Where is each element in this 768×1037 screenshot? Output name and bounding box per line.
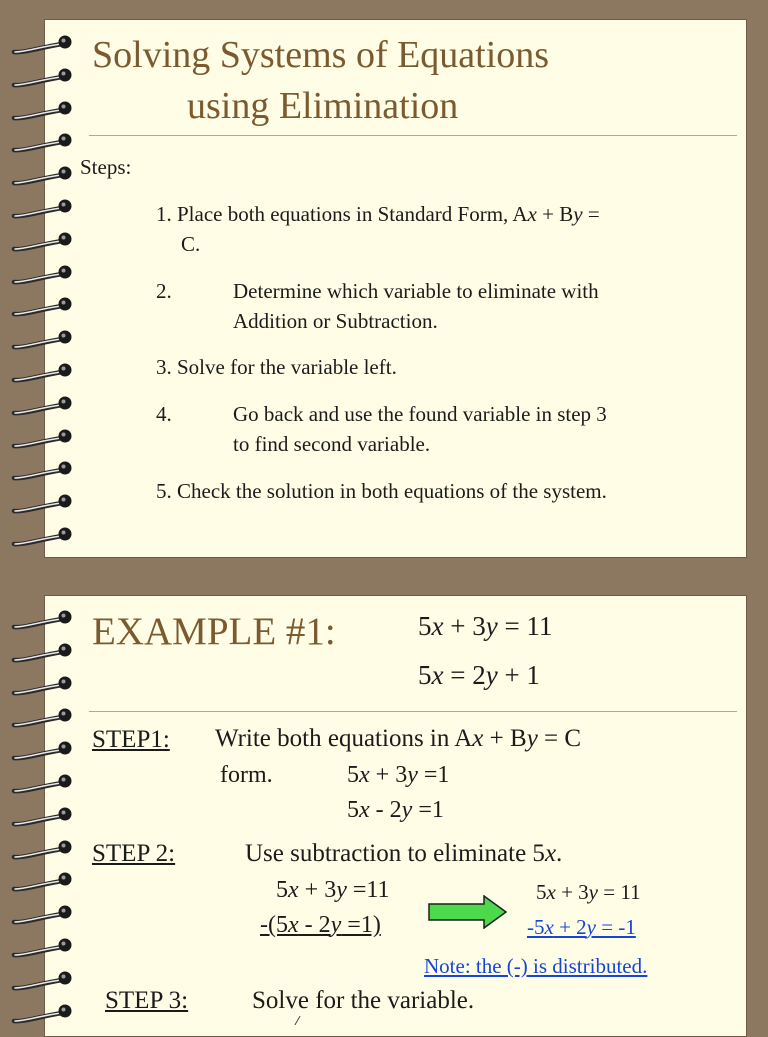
spiral-ring-icon [10,641,76,665]
spiral-ring-icon [10,131,76,155]
slide-steps [44,19,747,558]
step-2-text: Determine which variable to eliminate with [233,279,599,303]
step-text: Place both equations in Standard Form, Ax + By = [177,202,600,226]
spiral-ring-icon [10,870,76,894]
spiral-ring-icon [10,674,76,698]
spiral-ring-icon [10,427,76,451]
spiral-ring-icon [10,739,76,763]
step-1 [156,199,600,229]
step-5 [156,476,607,506]
spiral-ring-icon [10,838,76,862]
step-4-continued: to find second variable. [233,432,431,456]
spiral-ring-icon [10,99,76,123]
step-text: Check the solution in both equations of the system. [177,479,607,503]
spiral-ring-icon [10,492,76,516]
step2-left-equation-2: -(5x - 2y =1) [260,912,381,938]
step-3 [156,352,397,382]
spiral-ring-icon [10,263,76,287]
step1-label: STEP1: [92,726,170,753]
example-title: EXAMPLE #1: [92,610,336,653]
spiral-ring-icon [10,706,76,730]
steps-label: Steps: [80,155,132,179]
step3-label: STEP 3: [105,987,189,1014]
step2-left-equation-1: 5x + 3y =11 [276,877,390,903]
spiral-ring-icon [10,459,76,483]
step-number: 1. [156,202,172,226]
step2-right-equation-2: -5x + 2y = -1 [527,915,636,939]
step-4-number: 4. [156,402,172,426]
spiral-ring-icon [10,328,76,352]
step-2-continued: Addition or Subtraction. [233,309,438,333]
step3-text: Solve for the variable. [252,987,475,1014]
spiral-ring-icon [10,903,76,927]
example-equation-1: 5x + 3y = 11 [418,611,553,641]
slide-title-line2: using Elimination [187,85,459,127]
step1-equation-2: 5x - 2y =1 [347,797,444,823]
spiral-ring-icon [10,805,76,829]
title-divider [89,135,737,136]
step1-form-label: form. [220,762,273,788]
step-4-text: Go back and use the found variable in step 3 [233,402,607,426]
step2-right-equation-1: 5x + 3y = 11 [536,880,641,904]
spiral-ring-icon [10,394,76,418]
slide-example [44,595,747,1037]
step-1-continued: C. [181,232,201,256]
spiral-ring-icon [10,772,76,796]
title-divider [89,711,737,712]
spiral-ring-icon [10,230,76,254]
step1-equation-1: 5x + 3y =1 [347,762,450,788]
spiral-ring-icon [10,33,76,57]
spiral-ring-icon [10,608,76,632]
step-number: 5. [156,479,172,503]
step-text: Solve for the variable left. [177,355,397,379]
spiral-binding [0,19,80,556]
spiral-ring-icon [10,66,76,90]
distribution-note: Note: the (-) is distributed. [424,954,648,978]
example-equation-2: 5x = 2y + 1 [418,660,540,690]
step2-text: Use subtraction to eliminate 5x. [245,840,563,867]
spiral-ring-icon [10,361,76,385]
spiral-ring-icon [10,164,76,188]
right-arrow-icon [428,895,508,929]
spiral-ring-icon [10,1002,76,1026]
spiral-binding [0,595,80,1024]
spiral-ring-icon [10,525,76,549]
step2-label: STEP 2: [92,840,176,867]
spiral-ring-icon [10,295,76,319]
step-2-number: 2. [156,279,172,303]
spiral-ring-icon [10,936,76,960]
step-number: 3. [156,355,172,379]
slide-title-line1: Solving Systems of Equations [92,34,550,76]
step1-text: Write both equations in Ax + By = C [215,725,582,752]
spiral-ring-icon [10,969,76,993]
spiral-ring-icon [10,197,76,221]
